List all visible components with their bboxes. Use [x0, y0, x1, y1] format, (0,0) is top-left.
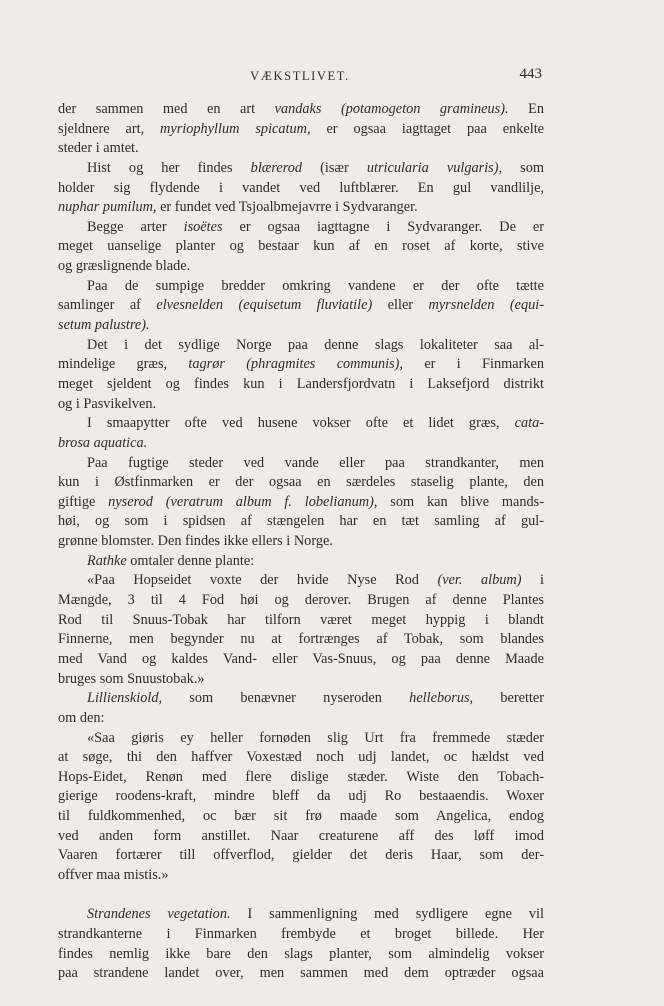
- text-run: findes nemlig ikke bare den slags planter, som almindelig vokser: [58, 945, 544, 962]
- text-run: offver maa mistis.»: [58, 866, 169, 883]
- text-run: Begge arter: [87, 218, 184, 235]
- text-line: [58, 591, 544, 611]
- text-line: [58, 532, 544, 552]
- italic-text: myrsnelden (equi-: [428, 297, 544, 314]
- text-run: ved anden form anstillet. Naar creaturene aff des løff imod: [58, 827, 544, 844]
- text-line: [58, 925, 544, 945]
- text-run: Hist og her findes: [87, 159, 251, 176]
- text-run: Vaaren fortærer till offverflod, gielder det deris Haar, som der-: [58, 847, 544, 864]
- italic-text: (ver. album): [437, 572, 522, 589]
- text-run: grønne blomster. Den findes ikke ellers i Norge.: [58, 533, 333, 550]
- text-run: til fuldkommenhed, oc bær sit frø maade som Angelica, endog: [58, 808, 544, 825]
- italic-text: helleborus,: [409, 690, 474, 707]
- italic-text: elvesnelden (equisetum fluviatile): [156, 297, 373, 314]
- text-run: er ogsaa iagttaget paa enkelte: [310, 120, 545, 137]
- text-run: paa strandene landet over, men sammen med dem optræder ogsaa: [58, 965, 544, 982]
- text-line: [58, 179, 544, 199]
- text-line: [58, 748, 544, 768]
- text-line: [58, 218, 544, 238]
- text-run: Mængde, 3 til 4 Fod høi og derover. Brugen af denne Plantes: [58, 592, 544, 609]
- text-run: med Vand og kaldes Vand- eller Vas-Snuus, og paa denne Maade: [58, 650, 544, 667]
- text-run: bruges som Snuustobak.»: [58, 670, 205, 687]
- text-run: meget sjeldent og findes kun i Landersfjordvatn i Laksefjord distrikt: [58, 375, 544, 392]
- text-line: [58, 945, 544, 965]
- text-line: [58, 552, 544, 572]
- text-line: [58, 198, 544, 218]
- text-line: [58, 395, 544, 415]
- text-run: I smaapytter ofte ved husene vokser ofte et lidet græs,: [87, 415, 515, 432]
- text-line: [58, 296, 544, 316]
- text-line: [58, 473, 544, 493]
- text-run: samlinger af: [58, 297, 157, 314]
- text-run: omtaler denne plante:: [126, 552, 255, 569]
- text-run: (især: [302, 159, 367, 176]
- text-line: [58, 670, 544, 690]
- text-line: [58, 571, 544, 591]
- text-line: [58, 905, 544, 925]
- text-run: er ogsaa iagttagne i Sydvaranger. De er: [222, 218, 544, 235]
- text-line: [58, 159, 544, 179]
- text-line: [58, 512, 544, 532]
- italic-text: nyserod (veratrum album f. lobelianum),: [108, 493, 378, 510]
- italic-text: nuphar pumilum,: [58, 199, 157, 216]
- text-line: [58, 355, 544, 375]
- text-run: høi, og som i spidsen af stængelen har en tæt samling af gul-: [58, 513, 544, 530]
- text-line: [58, 611, 544, 631]
- text-run: mindelige græs,: [58, 356, 189, 373]
- italic-text: Lillienskiold,: [87, 690, 163, 707]
- text-run: som: [502, 159, 544, 176]
- italic-text: brosa aquatica.: [58, 434, 148, 451]
- text-line: [58, 493, 544, 513]
- text-run: er i Finmarken: [403, 356, 545, 373]
- text-run: kun i Østfinmarken er der ogsaa en særdeles staselig plante, den: [58, 474, 544, 491]
- text-run: er fundet ved Tsjoalbmejavrre i Sydvaranger.: [156, 199, 418, 216]
- text-line: [58, 964, 544, 984]
- text-run: I sammenligning med sydligere egne vil: [230, 906, 544, 923]
- text-line: [58, 689, 544, 709]
- text-run: Paa de sumpige bredder omkring vandene er der ofte tætte: [87, 277, 544, 294]
- italic-text: tagrør (phragmites communis),: [188, 356, 404, 373]
- text-run: meget uanselige planter og bestaar kun af en roset af korte, stive: [58, 238, 544, 255]
- text-run: «Saa giøris ey heller fornøden slig Urt fra fremmede stæder: [87, 729, 544, 746]
- text-line: [58, 807, 544, 827]
- text-line: [58, 375, 544, 395]
- text-run: beretter: [473, 690, 544, 707]
- text-run: steder i amtet.: [58, 140, 139, 157]
- text-run: giftige: [58, 493, 109, 510]
- italic-text: Rathke: [87, 552, 127, 569]
- text-run: i: [521, 572, 544, 589]
- page-header: [58, 66, 542, 86]
- italic-text: vandaks (potamogeton gramineus).: [274, 101, 509, 117]
- text-run: «Paa Hopseidet voxte der hvide Nyse Rod: [87, 572, 438, 589]
- italic-text: myriophyllum spicatum,: [160, 120, 311, 137]
- text-run: Hops-Eidet, Renøn med flere dislige stæder. Wiste den Tobach-: [58, 768, 544, 785]
- text-line: [58, 414, 544, 434]
- italic-text: Strandenes vegetation.: [87, 906, 231, 923]
- text-run: gierige roodens-kraft, mindre bleff da udj Ro bestaaendis. Woxer: [58, 788, 544, 805]
- text-line: [58, 787, 544, 807]
- text-run: som kan blive mands-: [377, 493, 544, 510]
- text-line: [58, 316, 544, 336]
- text-line: [58, 434, 544, 454]
- text-run: der sammen med en art: [58, 101, 275, 117]
- text-run: Finnerne, men begynder nu at fortrænges af Tobak, som blandes: [58, 631, 544, 648]
- body-text: [58, 100, 544, 984]
- text-run: at søge, thi den haffver Voxestæd noch udj landet, oc hældst ved: [58, 749, 544, 766]
- text-run: strandkanterne i Finmarken frembyde et broget billede. Her: [58, 925, 544, 942]
- page-number: 443: [519, 66, 542, 82]
- text-line: [58, 866, 544, 886]
- italic-text: utricularia vulgaris),: [366, 159, 503, 176]
- text-line: [58, 650, 544, 670]
- text-run: holder sig flydende i vandet ved luftblærer. En gul vandlilje,: [58, 179, 544, 196]
- italic-text: cata-: [514, 415, 544, 432]
- text-line: [58, 277, 544, 297]
- text-line: [58, 729, 544, 749]
- running-title: VÆKSTLIVET.: [250, 69, 350, 83]
- text-line: [58, 630, 544, 650]
- text-line: [58, 846, 544, 866]
- text-line: [58, 257, 544, 277]
- text-line: [58, 454, 544, 474]
- text-line: [58, 827, 544, 847]
- text-run: som benævner nyseroden: [162, 690, 410, 707]
- text-run: Det i det sydlige Norge paa denne slags lokaliteter saa al-: [87, 336, 544, 353]
- italic-text: blærerod: [250, 159, 303, 176]
- text-run: om den:: [58, 709, 105, 726]
- paragraph-gap: [58, 886, 544, 906]
- text-run: og i Pasvikelven.: [58, 395, 157, 412]
- text-line: [58, 120, 544, 140]
- text-run: eller: [372, 297, 429, 314]
- text-line: [58, 768, 544, 788]
- text-line: [58, 336, 544, 356]
- text-run: En: [508, 101, 544, 117]
- text-line: [58, 139, 544, 159]
- italic-text: setum palustre).: [58, 317, 150, 334]
- text-run: Paa fugtige steder ved vande eller paa strandkanter, men: [87, 454, 544, 471]
- text-line: [58, 237, 544, 257]
- text-line: [58, 100, 544, 120]
- text-run: Rod til Snuus-Tobak har tilforn været meget hyppig i blandt: [58, 611, 544, 628]
- text-run: og græslignende blade.: [58, 258, 191, 275]
- italic-text: isoëtes: [183, 218, 223, 235]
- text-line: [58, 709, 544, 729]
- text-run: sjeldnere art,: [58, 120, 161, 137]
